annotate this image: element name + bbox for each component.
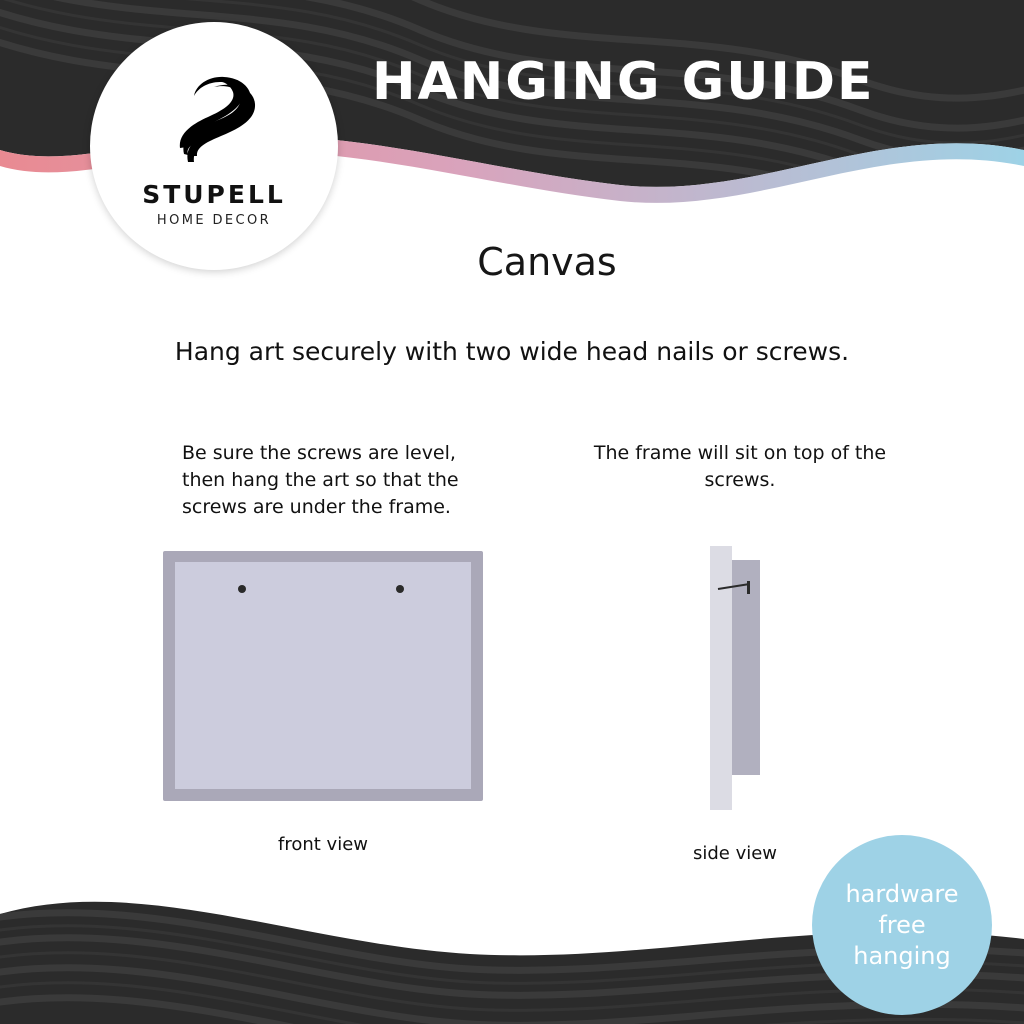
side-view-section [590, 440, 890, 494]
front-view-frame-diagram [163, 551, 483, 801]
side-view-caption: The frame will sit on top of the screws. [593, 442, 887, 491]
side-view-frame [732, 560, 760, 775]
front-view-caption: Be sure the screws are level, then hang the art so that the screws are under the frame. [182, 442, 459, 518]
front-view-canvas-area [175, 562, 471, 789]
side-view-label: side view [692, 843, 778, 864]
hardware-free-line-2: free [878, 910, 926, 939]
front-view-section [150, 440, 500, 521]
stupell-swirl-logo-icon [154, 58, 274, 178]
screw-dot-right-icon [396, 585, 404, 593]
front-view-label: front view [278, 834, 368, 855]
brand-name: STUPELL [142, 180, 286, 209]
brand-tagline: HOME DECOR [156, 213, 272, 228]
hardware-free-line-1: hardware [845, 879, 959, 908]
brand-logo-badge [90, 22, 338, 270]
main-instruction: Hang art securely with two wide head nails or screws. [174, 337, 850, 366]
page-title: HANGING GUIDE [372, 52, 875, 112]
hardware-free-badge [812, 835, 992, 1015]
hardware-free-line-3: hanging [853, 941, 951, 970]
product-type: Canvas [477, 240, 617, 284]
side-view-screw-head-icon [747, 581, 750, 594]
screw-dot-left-icon [238, 585, 246, 593]
